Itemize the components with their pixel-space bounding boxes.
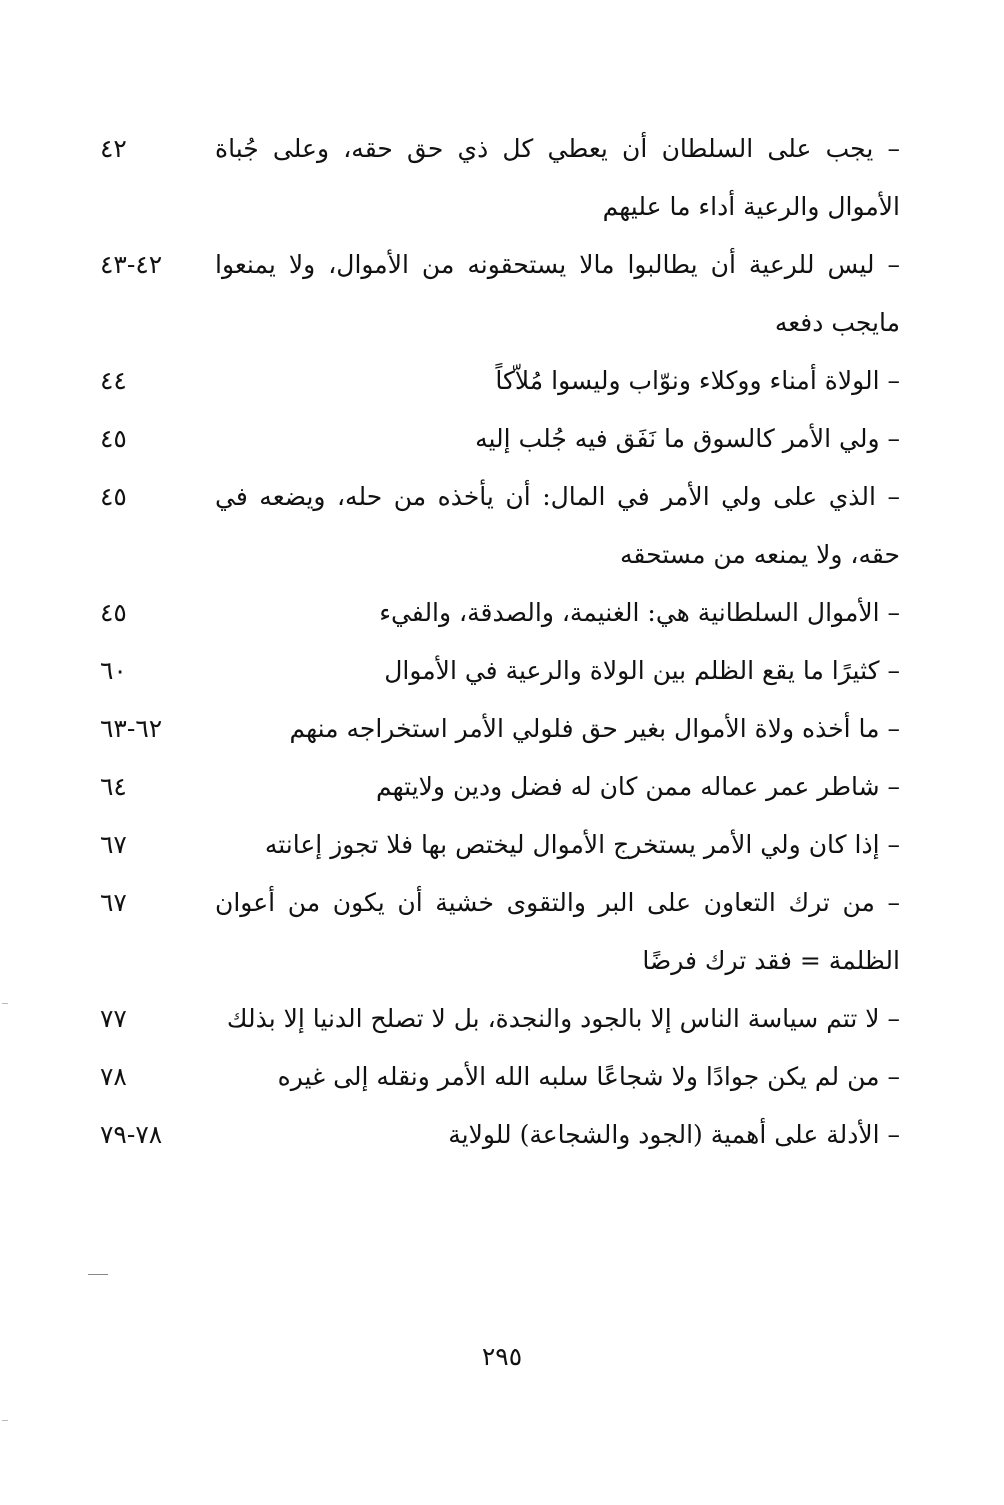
index-entry — [70, 816, 900, 874]
entry-page-ref: ٧٨-٧٩ — [100, 1120, 163, 1149]
index-entry — [70, 584, 900, 642]
entry-page-ref: ٦٤ — [100, 772, 127, 801]
entry-page-ref: ٤٥ — [100, 598, 127, 627]
entry-text: – شاطر عمر عماله ممن كان له فضل ودين ولايتهم — [376, 772, 900, 801]
index-list — [70, 120, 900, 1164]
entry-page-ref: ٤٢-٤٣ — [100, 250, 163, 279]
page-number: ٢٩٥ — [481, 1342, 523, 1371]
entry-text: – ما أخذه ولاة الأموال بغير حق فلولي الأمر استخراجه منهم — [289, 714, 900, 743]
index-entry — [70, 410, 900, 468]
entry-text: – الولاة أمناء ووكلاء ونوّاب وليسوا مُلاّكاً — [495, 366, 900, 395]
entry-page-ref: ٤٤ — [100, 366, 127, 395]
entry-text: – لا تتم سياسة الناس إلا بالجود والنجدة، بل لا تصلح الدنيا إلا بذلك — [226, 1004, 900, 1033]
entry-text: – الأدلة على أهمية (الجود والشجاعة) للولاية — [448, 1120, 900, 1149]
scan-edge-mark — [2, 1420, 8, 1421]
entry-page-ref: ٦٧ — [100, 830, 127, 859]
index-entry — [70, 700, 900, 758]
index-entry — [70, 642, 900, 700]
scan-edge-mark — [2, 1003, 8, 1004]
entry-page-ref: ٦٠ — [100, 656, 127, 685]
entry-text: – إذا كان ولي الأمر يستخرج الأموال ليختص بها فلا تجوز إعانته — [264, 830, 900, 859]
index-entry — [70, 236, 900, 352]
index-entry — [70, 990, 900, 1048]
entry-text: – الأموال السلطانية هي: الغنيمة، والصدقة، والفيء — [379, 598, 900, 627]
entry-page-ref: ٧٨ — [100, 1062, 127, 1091]
entry-page-ref: ٤٢ — [100, 134, 127, 163]
entry-text: – يجب على السلطان أن يعطي كل ذي حق حقه، وعلى جُباة الأموال والرعية أداء ما عليهم — [215, 134, 900, 221]
index-entry — [70, 120, 900, 236]
index-entry — [70, 874, 900, 990]
index-entry — [70, 352, 900, 410]
scan-speck — [88, 1274, 108, 1275]
index-entry — [70, 1106, 900, 1164]
index-entry — [70, 1048, 900, 1106]
entry-text: – الذي على ولي الأمر في المال: أن يأخذه من حله، ويضعه في حقه، ولا يمنعه من مستحقه — [215, 482, 900, 569]
index-entry — [70, 468, 900, 584]
entry-text: – من ترك التعاون على البر والتقوى خشية أن يكون من أعوان الظلمة = فقد ترك فرضًا — [215, 888, 900, 975]
index-entry — [70, 758, 900, 816]
entry-page-ref: ٤٥ — [100, 424, 127, 453]
entry-page-ref: ٦٧ — [100, 888, 127, 917]
entry-page-ref: ٤٥ — [100, 482, 127, 511]
entry-text: – ليس للرعية أن يطالبوا مالا يستحقونه من الأموال، ولا يمنعوا مايجب دفعه — [215, 250, 900, 337]
entry-text: – ولي الأمر كالسوق ما نَفَق فيه جُلب إليه — [475, 424, 900, 453]
entry-page-ref: ٧٧ — [100, 1004, 127, 1033]
entry-text: – كثيرًا ما يقع الظلم بين الولاة والرعية في الأموال — [384, 656, 900, 685]
entry-text: – من لم يكن جوادًا ولا شجاعًا سلبه الله الأمر ونقله إلى غيره — [277, 1062, 900, 1091]
entry-page-ref: ٦٢-٦٣ — [100, 714, 163, 743]
